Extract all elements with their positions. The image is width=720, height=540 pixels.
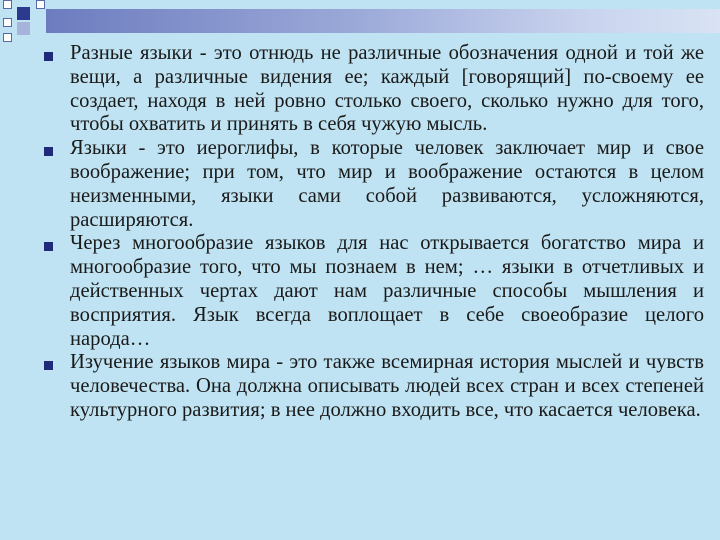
filled-square-icon: [17, 7, 30, 20]
bullet-text: Разные языки - это отнюдь не различные обозначения одной и той же вещи, а различные видения ее; каждый [говорящий] по-своему ее создает, находя в ней ровно столько своего, сколько нужно для того, чтобы охватить и принять в себя чужую мысль.: [70, 42, 704, 136]
outline-square-icon: [3, 33, 12, 42]
list-item: [44, 232, 704, 351]
bullet-list: [44, 42, 704, 423]
outline-square-icon: [36, 0, 45, 9]
square-bullet-icon: [44, 242, 53, 251]
square-bullet-icon: [44, 361, 53, 370]
bullet-text: Языки - это иероглифы, в которые человек заключает мир и свое воображение; при том, что мир и воображение остаются в целом неизменными, языки сами собой развиваются, усложняются, расширяются.: [70, 137, 704, 231]
bullet-text: Изучение языков мира - это также всемирная история мыслей и чувств человечества. Она должна описывать людей всех стран и всех степеней культурного развития; в нее должно входить все, что касается человека.: [70, 351, 704, 421]
outline-square-icon: [3, 18, 12, 27]
square-bullet-icon: [44, 52, 53, 61]
outline-square-icon: [3, 0, 12, 9]
bullet-text: Через многообразие языков для нас открывается богатство мира и многообразие того, что мы познаем в нем; … языки в отчетливых и действенных чертах дают нам различные способы мышления и восприятия. Язык всегда воплощает в себе своеобразие целого народа…: [70, 232, 704, 350]
filled-square-icon: [17, 22, 30, 35]
list-item: [44, 351, 704, 422]
list-item: [44, 137, 704, 232]
square-bullet-icon: [44, 147, 53, 156]
list-item: [44, 42, 704, 137]
title-bar-decoration: [46, 9, 720, 33]
